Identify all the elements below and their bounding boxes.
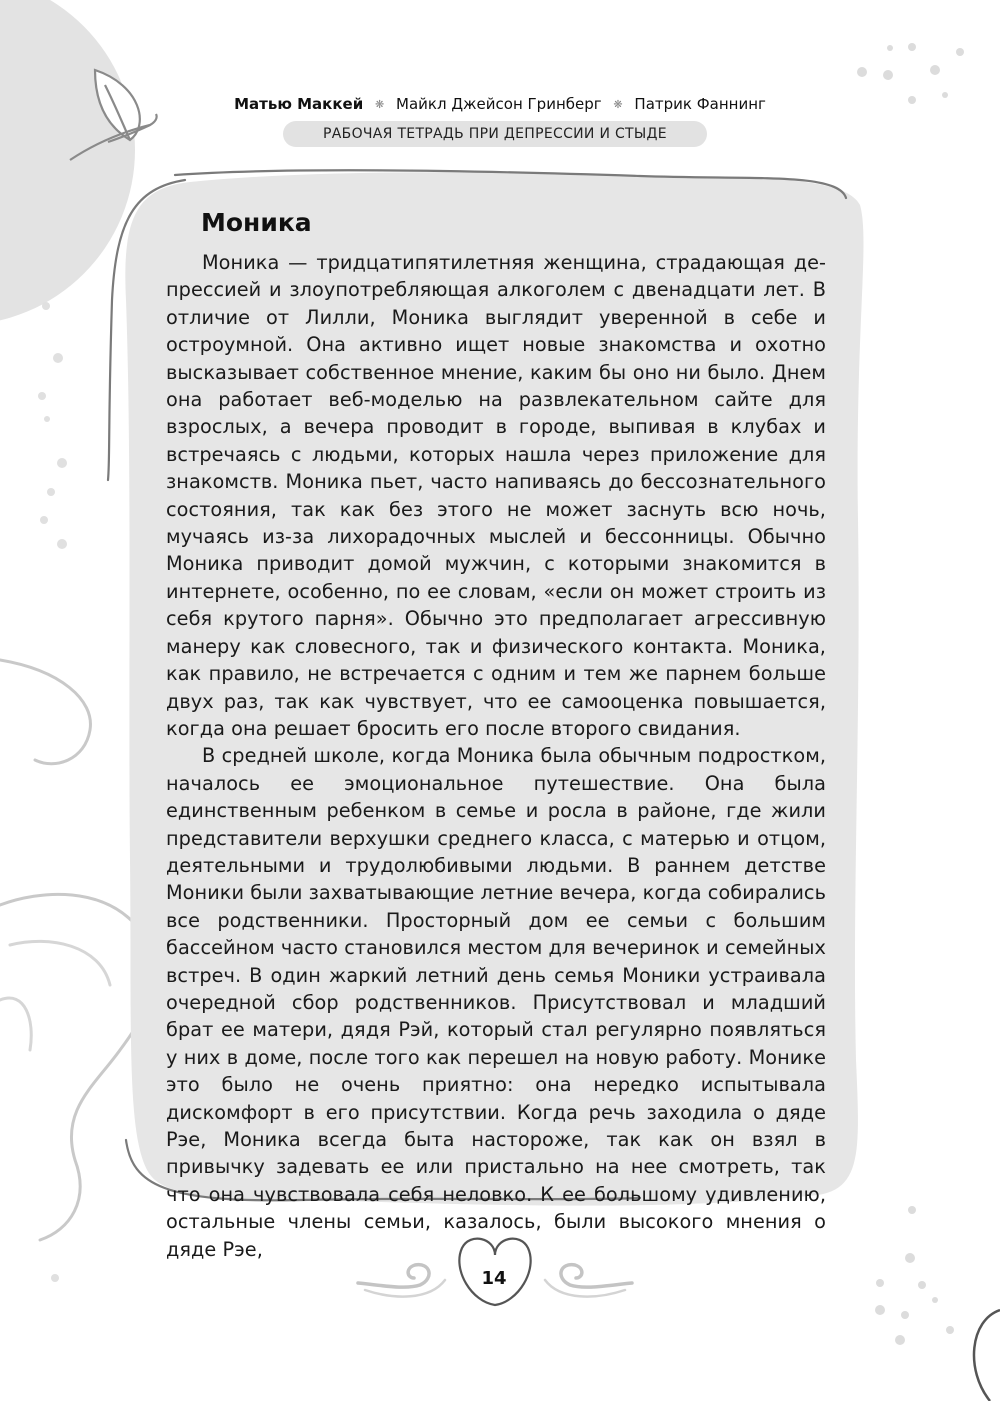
paragraph: В средней школе, когда Моника была обычным подростком, началось ее эмоциональное путешествие. Она была единственным ребенком в семье и росла в районе, где жили представители верхушки среднего класса, с матерью и отцом, деятельными и трудолюбивыми людьми. В раннем детстве Моники были захватывающие летние вечера, когда собирались все родственники. Просторный дом ее семьи с большим бассейном часто становился местом для вечеринок и семейных встреч. В один жаркий летний день семья Моники устраивала очередной сбор родственников. Присутствовал и младший брат ее матери, дядя Рэй, который стал регулярно появляться у них в доме, после того как перешел на новую работу. Монике это было не очень приятно: она нередко испытывала дискомфорт в его присутствии. Когда речь заходила о дяде Рэе, Моника всегда быта настороже, так как он взял в привычку задевать ее или пристально на нее смотреть, так что она чувствовала себя неловко. К ее большому удивлению, остальные члены семьи, казалось, были высокого мнения о дяде Рэе,	[166, 744, 826, 1261]
swirl-right-icon	[561, 1265, 632, 1288]
header-authors	[0, 95, 1000, 113]
swirl-left-icon	[358, 1265, 429, 1288]
paragraph: Моника — тридцатипятилетняя женщина, страдающая депрессией и злоупотребляющая алкоголем с двенадцати лет. В отличие от Лилли, Моника выглядит уверенной в себе и остроумной. Она активно ищет новые знакомства и охотно высказывает собственное мнение, каким бы оно ни было. Днем она работает веб-моделью на развлекательном сайте для взрослых, а вечера проводит в городе, выпивая в клубах и встречаясь с людьми, которых нашла через приложение для знакомств. Моника пьет, часто напиваясь до бессознательного состояния, так как без этого не может заснуть всю ночь, мучаясь из-за лихорадочных мыслей и бессонницы. Обычно Моника приводит домой мужчин, с которыми знакомится в интернете, особенно, по ее словам, «если он может строить из себя крутого парня». Обычно это предполагает агрессивную манеру как словесного, так и физического контакта. Моника, как правило, не встречается с одним и тем же парнем больше двух раз, так как чувствует, что ее самооценка повышается, когда она решает бросить его после второго свидания.	[166, 251, 826, 740]
separator-icon: ❋	[613, 98, 623, 111]
dot-decoration	[51, 1274, 59, 1282]
author-name: Патрик Фаннинг	[634, 95, 766, 113]
separator-icon: ❋	[375, 98, 385, 111]
page-number: 14	[481, 1268, 507, 1289]
dots-decoration-bottom-right	[875, 1206, 954, 1345]
author-name: Майкл Джейсон Гринберг	[396, 95, 602, 113]
book-title: РАБОЧАЯ ТЕТРАДЬ ПРИ ДЕПРЕССИИ И СТЫДЕ	[283, 121, 707, 147]
corner-arc-decoration	[974, 1310, 1000, 1401]
author-name: Матью Маккей	[234, 95, 364, 113]
section-heading: Моника	[201, 208, 312, 237]
text-panel	[166, 208, 826, 1263]
dots-decoration-left	[38, 302, 67, 549]
